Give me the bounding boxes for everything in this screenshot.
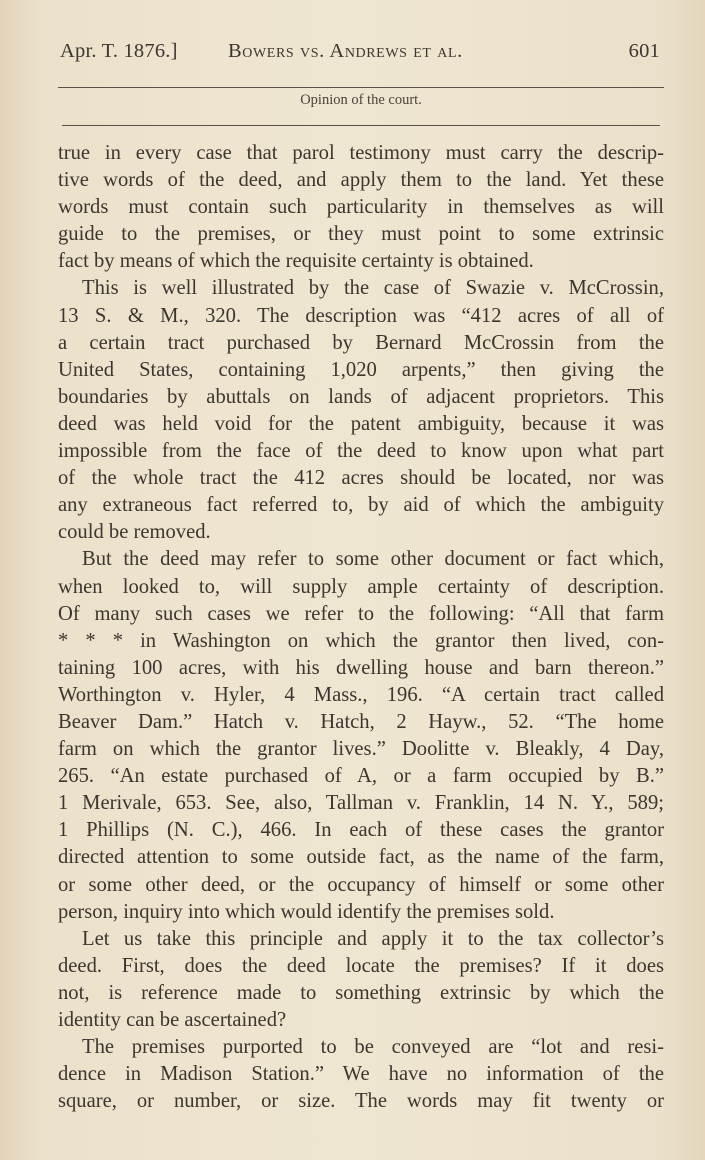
text-line: identity can be ascertained?	[58, 1009, 287, 1031]
text-line: farm on which the grantor lives.” Doolitte v. Bleakly, 4 Day,	[58, 738, 664, 761]
term-label: Apr. T. 1876.]	[60, 40, 178, 62]
header-rule-bottom	[62, 125, 660, 126]
text-line: But the deed may refer to some other document or fact which,	[82, 548, 664, 571]
text-line: could be removed.	[58, 521, 211, 544]
text-line: dence in Madison Station.” We have no information of the	[58, 1063, 664, 1086]
text-line: tive words of the deed, and apply them to the land. Yet these	[58, 169, 664, 192]
text-line: true in every case that parol testimony must carry the descrip-	[58, 142, 664, 164]
text-line: deed. First, does the deed locate the premises? If it does	[58, 954, 664, 977]
page-number: 601	[628, 40, 660, 62]
text-line: person, inquiry into which would identify the premises sold.	[58, 900, 555, 923]
text-line: guide to the premises, or they must point to some extrinsic	[58, 223, 664, 246]
text-line: or some other deed, or the occupancy of himself or some other	[58, 873, 664, 896]
text-line: Worthington v. Hyler, 4 Mass., 196. “A certain tract called	[58, 683, 664, 706]
case-title: Bowers vs. Andrews et al.	[228, 40, 463, 62]
text-line: 13 S. & M., 320. The description was “412 acres of all of	[58, 304, 664, 327]
text-line: boundaries by abuttals on lands of adjacent proprietors. This	[58, 385, 664, 408]
text-line: impossible from the face of the deed to know upon what part	[58, 440, 664, 463]
text-line: The premises purported to be conveyed are “lot and resi-	[82, 1036, 664, 1059]
section-heading: Opinion of the court.	[300, 92, 422, 108]
text-line: a certain tract purchased by Bernard McCrossin from the	[58, 331, 664, 354]
text-line: 265. “An estate purchased of A, or a farm occupied by B.”	[58, 765, 664, 788]
text-line: words must contain such particularity in themselves as will	[58, 196, 664, 219]
opinion-body	[58, 140, 664, 1115]
text-line: square, or number, or size. The words may fit twenty or	[58, 1090, 664, 1113]
text-line: 1 Phillips (N. C.), 466. In each of these cases the grantor	[58, 819, 664, 842]
text-line: any extraneous fact referred to, by aid of which the ambiguity	[58, 494, 664, 517]
text-line: taining 100 acres, with his dwelling house and barn thereon.”	[58, 656, 664, 679]
text-line: This is well illustrated by the case of Swazie v. McCrossin,	[82, 277, 664, 300]
text-line: Of many such cases we refer to the following: “All that farm	[58, 602, 664, 625]
text-line: deed was held void for the patent ambiguity, because it was	[58, 412, 664, 435]
text-line: Beaver Dam.” Hatch v. Hatch, 2 Hayw., 52. “The home	[58, 710, 664, 733]
text-line: 1 Merivale, 653. See, also, Tallman v. Franklin, 14 N. Y., 589;	[58, 792, 664, 815]
text-line: directed attention to some outside fact, as the name of the farm,	[58, 846, 664, 869]
text-line: United States, containing 1,020 arpents,” then giving the	[58, 358, 664, 381]
text-line: fact by means of which the requisite certainty is obtained.	[58, 250, 534, 273]
text-line: not, is reference made to something extrinsic by which the	[58, 981, 664, 1004]
header-rule-top	[58, 87, 664, 88]
text-line: * * * in Washington on which the grantor then lived, con-	[58, 629, 664, 652]
text-line: of the whole tract the 412 acres should be located, nor was	[58, 467, 664, 490]
text-line: Let us take this principle and apply it to the tax collector’s	[82, 927, 664, 950]
running-head	[60, 40, 660, 72]
text-line: when looked to, will supply ample certainty of description.	[58, 575, 664, 598]
